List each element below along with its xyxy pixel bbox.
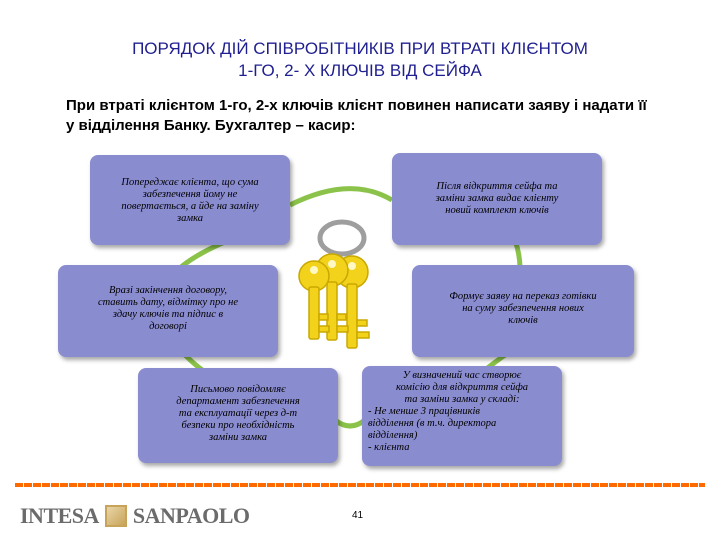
- step-6-line-4: - Не менше 3 працівників: [368, 406, 480, 417]
- step-3-line-3: здачу ключів та підпис в: [112, 309, 224, 320]
- step-3-line-4: договорі: [149, 321, 187, 332]
- step-3-line-1: Вразі закінчення договору,: [109, 285, 227, 296]
- step-4-line-3: ключів: [508, 315, 538, 326]
- title-line-1: ПОРЯДОК ДІЙ СПІВРОБІТНИКІВ ПРИ ВТРАТІ КЛІЄНТОМ: [132, 39, 588, 58]
- step-5-line-3: та експлуатації через д-т: [178, 408, 298, 419]
- connector-5-6: [335, 420, 365, 426]
- step-5-line-4: безпеки про необхідність: [181, 420, 295, 431]
- step-6-line-7: - клієнта: [368, 442, 410, 453]
- intro-line-1: При втраті клієнтом 1-го, 2-х ключів клієнт повинен написати заяву і надати її: [66, 97, 647, 114]
- step-1-line-3: повертається, а йде на заміну: [121, 201, 259, 212]
- step-6-line-6: відділення): [368, 430, 418, 441]
- step-box-6: [362, 366, 562, 466]
- step-box-4: [412, 265, 634, 357]
- step-box-2: [392, 153, 602, 245]
- step-4-line-2: на суму забезпечення нових: [462, 303, 584, 314]
- step-6-line-5: відділення (в т.ч. директора: [368, 418, 497, 429]
- footer-divider: [15, 483, 705, 487]
- step-2-line-2: заміни замка видає клієнту: [435, 193, 559, 204]
- logo-right-text: SANPAOLO: [132, 503, 250, 528]
- step-6-line-2: комісію для відкриття сейфа: [395, 382, 529, 393]
- title-line-2: 1-ГО, 2- Х КЛЮЧІВ ВІД СЕЙФА: [238, 61, 482, 80]
- step-5-line-5: заміни замка: [209, 432, 267, 443]
- step-1-line-1: Попереджає клієнта, що сума: [121, 177, 259, 188]
- step-3-line-2: ставить дату, відмітку про не: [97, 297, 239, 308]
- logo-left-text: INTESA: [20, 503, 99, 528]
- logo-emblem-icon: [105, 505, 127, 527]
- connector-1-2: [290, 189, 392, 205]
- step-6-line-1: У визначений час створює: [402, 370, 522, 381]
- page-number: 41: [352, 510, 364, 521]
- step-box-1: [90, 155, 290, 245]
- keys-on-ring-icon: [290, 210, 400, 360]
- step-1-line-2: забезпечення йому не: [142, 189, 238, 200]
- step-6-line-3: та заміни замка у складі:: [404, 394, 520, 405]
- step-box-5: [138, 368, 338, 463]
- step-4-line-1: Формує заяву на переказ готівки: [449, 291, 597, 302]
- step-2-line-3: новий комплект ключів: [445, 205, 549, 216]
- step-box-3: [58, 265, 278, 357]
- step-5-line-2: департамент забезпечення: [176, 396, 300, 407]
- step-2-line-1: Після відкриття сейфа та: [436, 181, 558, 192]
- step-1-line-4: замка: [177, 213, 203, 224]
- step-5-line-1: Письмово повідомляє: [190, 384, 286, 395]
- bank-logo: [20, 503, 250, 529]
- intro-line-2: у відділення Банку. Бухгалтер – касир:: [66, 117, 356, 134]
